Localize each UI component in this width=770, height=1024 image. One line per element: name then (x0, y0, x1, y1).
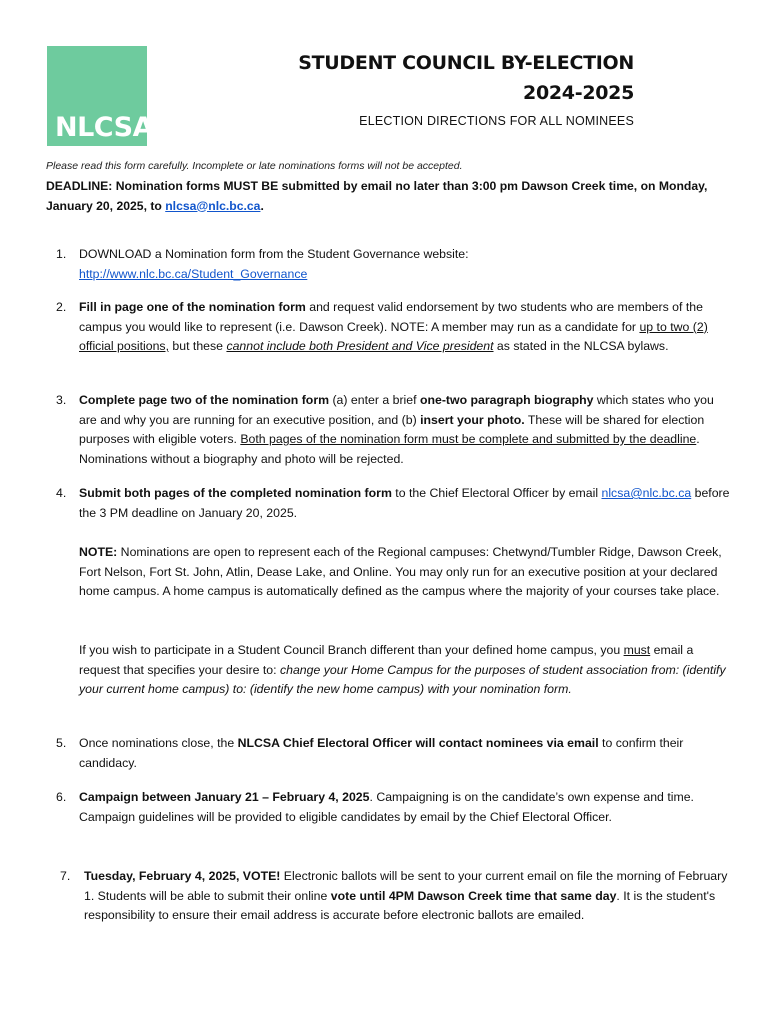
note-paragraph (79, 543, 734, 602)
step-number: 1. (56, 247, 67, 261)
step-2-italic-underline: cannot include both President and Vice president (226, 339, 494, 353)
step-2-text1: and request valid endorsement by two students who are members of the campus you would like to represent (i.e. Dawson Creek). NOTE: A member may run as a candidate for (79, 300, 703, 334)
governance-website-link[interactable]: http://www.nlc.bc.ca/Student_Governance (79, 266, 308, 281)
step-number: 4. (56, 486, 67, 500)
step-text (79, 788, 734, 827)
step-text (84, 867, 734, 926)
deadline-suffix: . (260, 198, 264, 213)
deadline-statement (46, 177, 726, 216)
step-number: 3. (56, 393, 67, 407)
branch-underline: must (623, 643, 651, 657)
step-3-text2: which states who you are and why you are running for an executive position, and (b) (79, 393, 714, 427)
step-3-text1: (a) enter a brief (329, 393, 420, 407)
step-7-text1: Electronic ballots will be sent to your current email on file the morning of February 1. Students will be able to submit their online (84, 869, 728, 903)
step-5-bold: NLCSA Chief Electoral Officer will contact nominees via email (237, 736, 599, 750)
step-2-text3: as stated in the NLCSA bylaws. (493, 339, 669, 353)
step-2-underline: up to two (2) official positions, (79, 319, 708, 353)
step-5-text2: to confirm their candidacy. (79, 736, 684, 770)
step-6-text: . Campaigning is on the candidate’s own expense and time. Campaign guidelines will be provided to eligible candidates by email by the Chief Electoral Officer. (79, 790, 694, 824)
step-number: 2. (56, 300, 67, 314)
step-3-bold3: insert your photo. (420, 412, 525, 427)
branch-text2: email a request that specifies your desire to: (79, 643, 694, 677)
deadline-email-link[interactable]: nlcsa@nlc.bc.ca (165, 198, 261, 213)
logo-text: NLCSA (55, 112, 153, 143)
note-label: NOTE: (79, 545, 118, 559)
step-text (79, 734, 734, 773)
step-2-text2: but these (169, 339, 227, 353)
note-text: Nominations are open to represent each of the Regional campuses: Chetwynd/Tumbler Ridge, Dawson Creek, Fort Nelson, Fort St. John, Atlin, Dease Lake, and Online. You may only run for an executive position at your declared home campus. A home campus is automatically defined as the campus where the majority of your courses take place. (79, 545, 722, 598)
step-2-bold: Fill in page one of the nomination form (79, 300, 306, 314)
step-number: 6. (56, 790, 67, 804)
submission-email-link[interactable]: nlcsa@nlc.bc.ca (601, 486, 692, 500)
title-block (298, 48, 634, 128)
page-title-line2: 2024-2025 (523, 82, 634, 104)
step-5-text1: Once nominations close, the (79, 736, 238, 750)
nlcsa-logo (47, 46, 153, 146)
step-text (79, 298, 734, 357)
step-4-text2: before the 3 PM deadline on January 20, 2025. (79, 486, 730, 520)
step-7-text2: . It is the student's responsibility to ensure their email address is accurate before electronic ballots are emailed. (84, 888, 716, 922)
step-3-bold2: one-two paragraph biography (419, 393, 594, 407)
step-6-bold: Campaign between January 21 – February 4, 2025 (79, 790, 370, 804)
notice-text: Please read this form carefully. Incomplete or late nominations forms will not be accepted. (46, 160, 463, 172)
step-3-text4: . Nominations without a biography and photo will be rejected. (79, 432, 700, 466)
step-number: 7. (60, 869, 71, 883)
step-text (79, 391, 734, 469)
step-3-text3: These will be shared for election purposes with eligible voters. (79, 412, 705, 446)
step-text (79, 245, 734, 284)
step-number: 5. (56, 736, 67, 750)
step-4-bold: Submit both pages of the completed nomination form (79, 486, 392, 500)
branch-text1: If you wish to participate in a Student Council Branch different than your defined home campus, you (79, 643, 624, 657)
step-4-text1: to the Chief Electoral Officer by email (391, 486, 602, 500)
step-1-text: DOWNLOAD a Nomination form from the Student Governance website: (79, 247, 469, 261)
step-text (79, 484, 734, 523)
branch-paragraph (79, 641, 734, 700)
step-3-underline: Both pages of the nomination form must be complete and submitted by the deadline (240, 432, 697, 446)
step-3-bold1: Complete page two of the nomination form (79, 393, 330, 407)
step-7-bold2: vote until 4PM Dawson Creek time that same day (330, 888, 617, 903)
step-7-bold1: Tuesday, February 4, 2025, VOTE! (84, 869, 281, 883)
page-subtitle: ELECTION DIRECTIONS FOR ALL NOMINEES (359, 114, 634, 128)
deadline-text: DEADLINE: Nomination forms MUST BE submitted by email no later than 3:00 pm Dawson Creek time, on Monday, January 20, 2025, to (46, 179, 708, 213)
page-title-line1: STUDENT COUNCIL BY-ELECTION (298, 52, 634, 74)
branch-italic: change your Home Campus for the purposes of student association from: (identify your current home campus) to: (identify the new home campus) with your nomination form. (79, 662, 726, 696)
